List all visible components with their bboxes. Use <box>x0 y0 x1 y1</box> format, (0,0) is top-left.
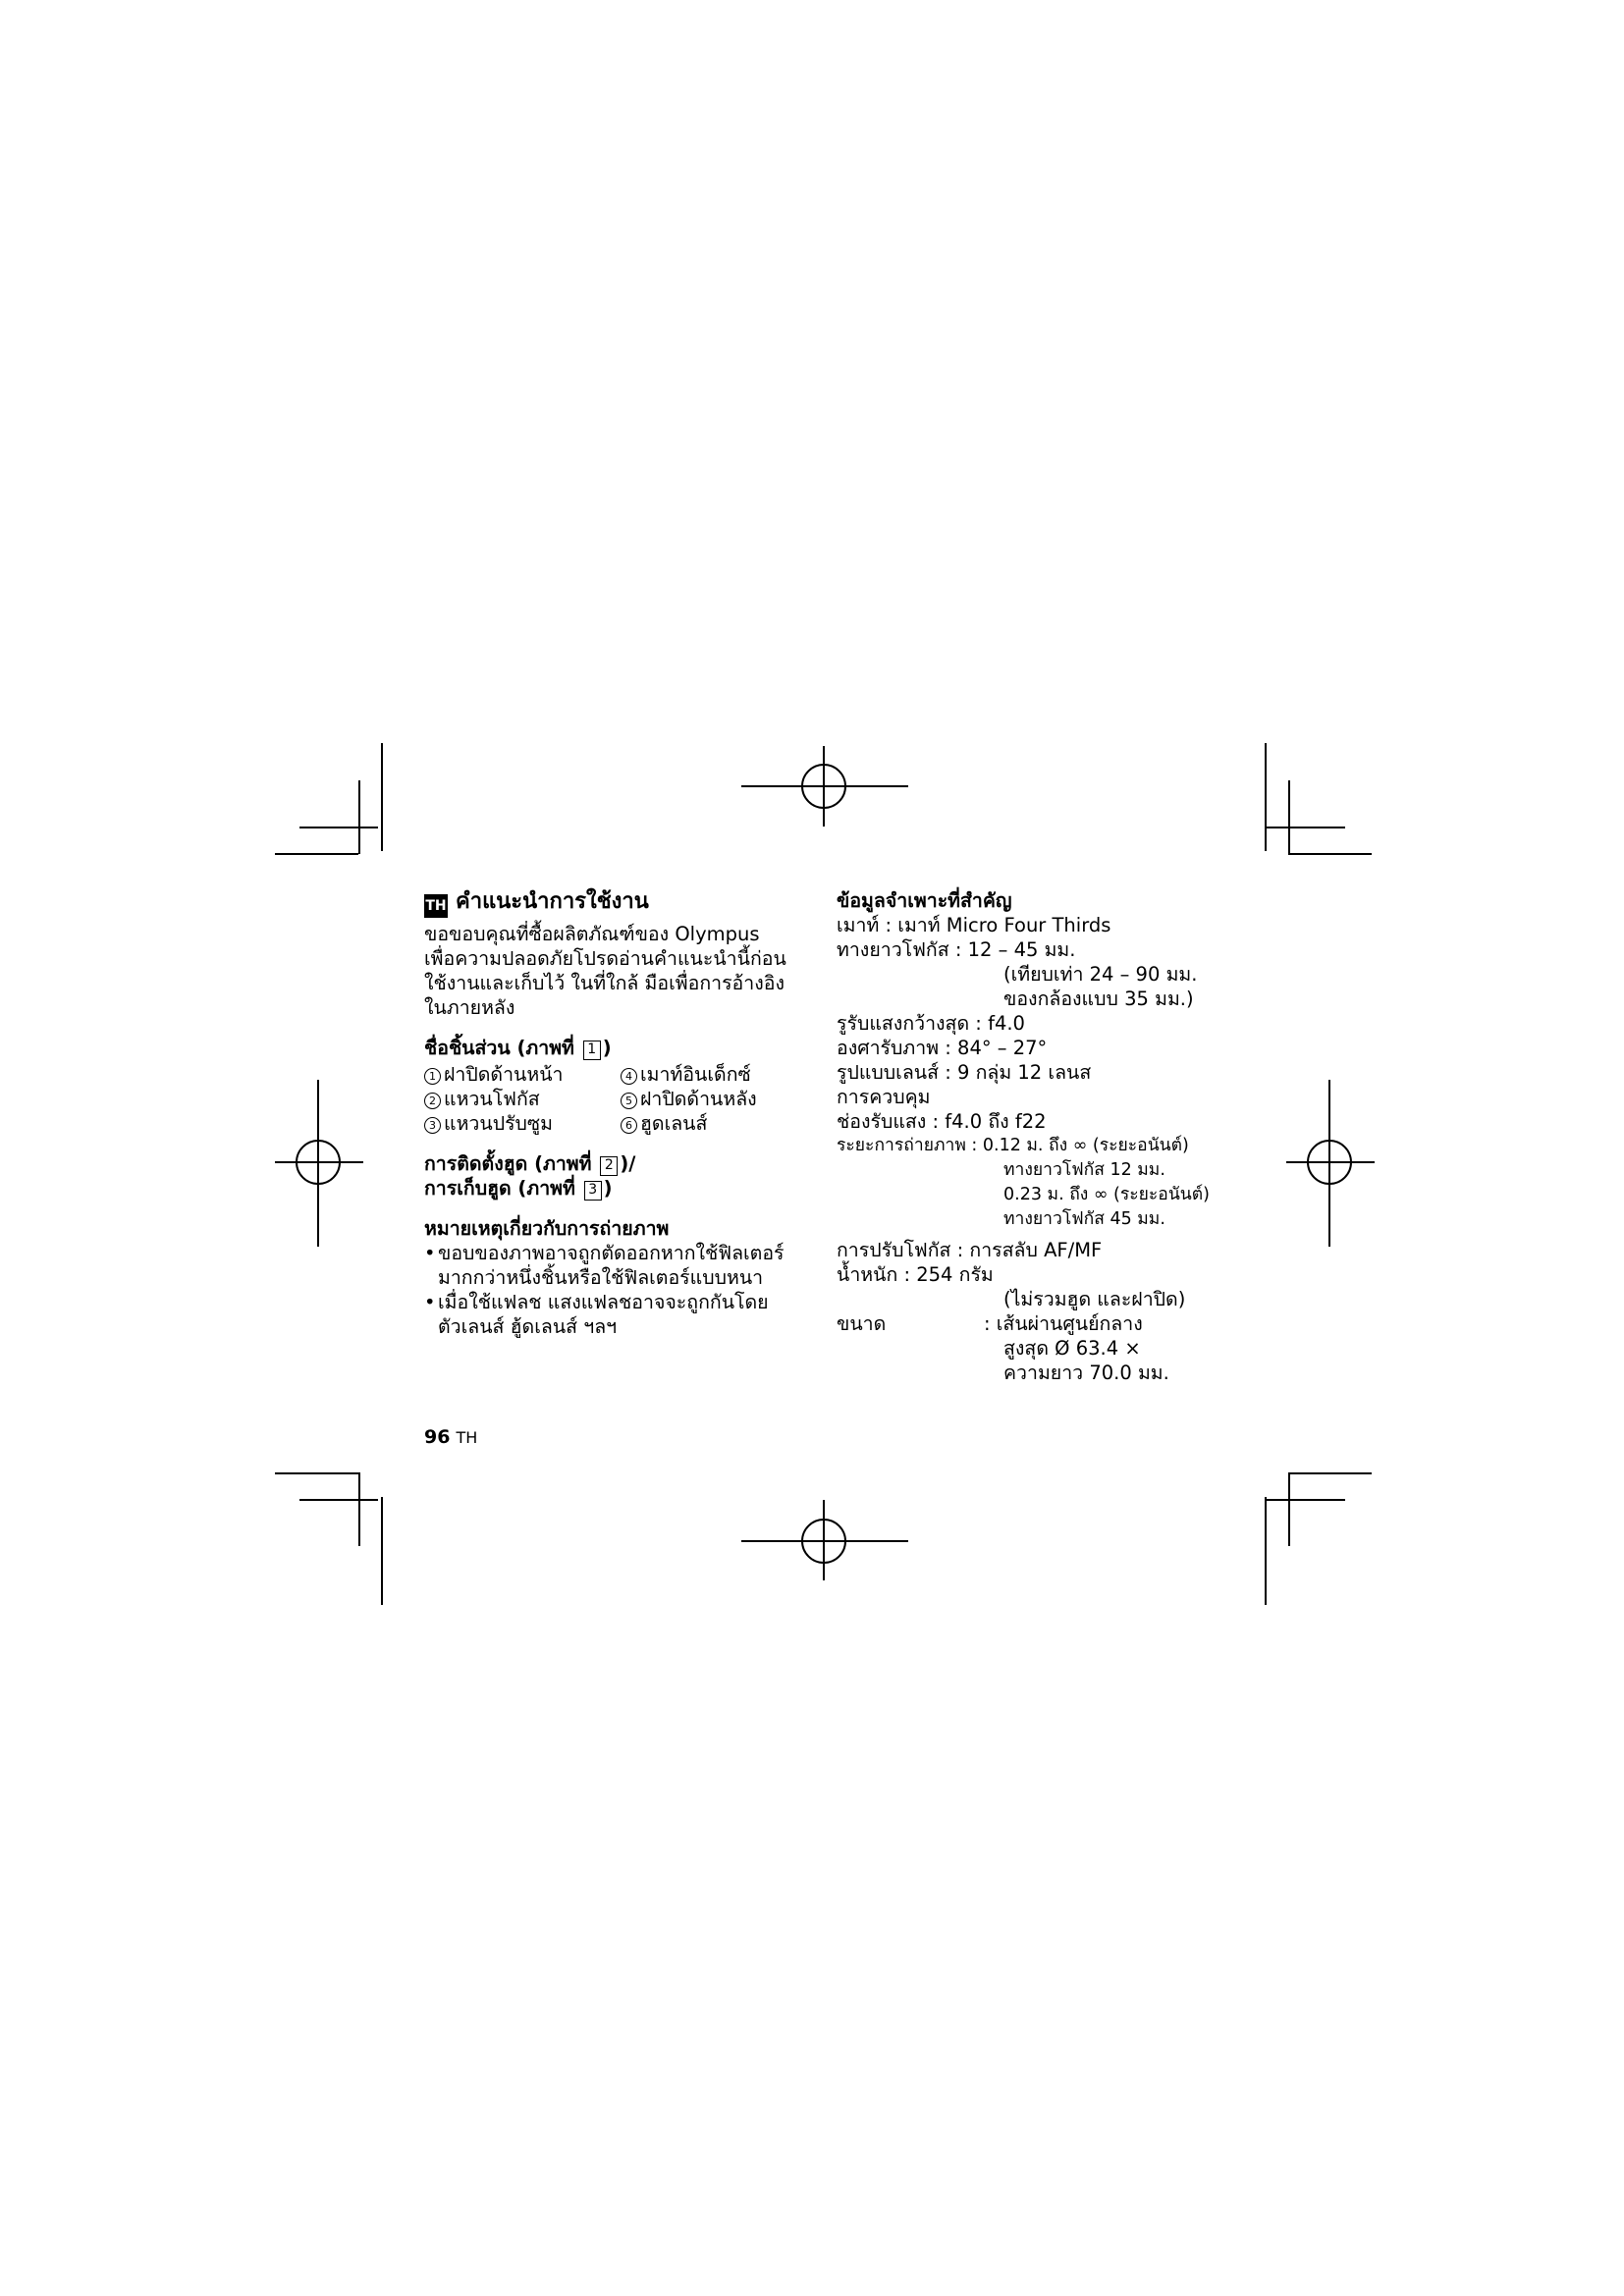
spec-size <box>837 1311 1229 1336</box>
spec-size-label: ขนาด <box>837 1312 887 1335</box>
spec-size-value-2: สูงสุด Ø 63.4 × <box>1003 1337 1141 1360</box>
note-line: เมื่อใช้แฟลช แสงแฟลชอาจจะถูกกันโดย <box>438 1291 769 1313</box>
list-item <box>621 1062 817 1087</box>
notes-list <box>424 1241 817 1339</box>
list-item <box>424 1087 621 1111</box>
right-column <box>837 888 1229 1385</box>
spec-shooting-range-note-2: ทางยาวโฟกัส 45 มม. <box>1003 1209 1165 1229</box>
spec-shooting-range: ระยะการถ่ายภาพ : 0.12 ม. ถึง ∞ (ระยะอนันต์) <box>837 1136 1189 1155</box>
intro-line: ขอขอบคุณที่ซื้อผลิตภัณฑ์ของ Olympus <box>424 923 760 945</box>
part-number: 2 <box>424 1093 441 1109</box>
spec-mount: เมาท์ : เมาท์ Micro Four Thirds <box>837 914 1111 936</box>
parts-heading-text: ชื่อชิ้นส่วน (ภาพที่ <box>424 1037 574 1059</box>
spec-size-value: : เส้นผ่านศูนย์กลาง <box>984 1312 1143 1335</box>
hood-heading <box>424 1151 817 1201</box>
spec-shooting-range-note: ทางยาวโฟกัส 12 มม. <box>1003 1160 1165 1180</box>
figure-ref: 3 <box>584 1181 602 1201</box>
list-item <box>621 1111 817 1136</box>
spec-control-label: การควบคุม <box>837 1086 931 1108</box>
page-title <box>424 888 817 918</box>
part-label: แหวนปรับซูม <box>444 1112 554 1135</box>
intro-line: ในภายหลัง <box>424 996 515 1019</box>
parts-list <box>424 1062 817 1136</box>
part-label: ฮูดเลนส์ <box>640 1112 708 1135</box>
spec-max-aperture: รูรับแสงกว้างสุด : f4.0 <box>837 1012 1025 1035</box>
bullet-icon: • <box>424 1242 436 1264</box>
page-number: 96 <box>424 1426 451 1448</box>
hood-attach-close: )/ <box>620 1152 636 1175</box>
left-column <box>424 888 817 1339</box>
bullet-icon: • <box>424 1291 436 1313</box>
page-title-text: คำแนะนำการใช้งาน <box>456 889 649 914</box>
note-line: ตัวเลนส์ ฮู้ดเลนส์ ฯลฯ <box>438 1315 618 1338</box>
hood-attach-text: การติดตั้งฮูด (ภาพที่ <box>424 1152 592 1175</box>
list-item <box>424 1241 817 1290</box>
list-item <box>424 1062 621 1087</box>
spec-focus-adjust: การปรับโฟกัส : การสลับ AF/MF <box>837 1239 1103 1261</box>
footer-language: TH <box>456 1428 478 1447</box>
page-footer <box>424 1426 477 1448</box>
figure-ref: 1 <box>583 1041 601 1060</box>
language-badge: TH <box>424 894 448 918</box>
intro-paragraph <box>424 922 817 1020</box>
part-label: แหวนโฟกัส <box>444 1088 540 1110</box>
hood-store-text: การเก็บฮูด (ภาพที่ <box>424 1177 575 1200</box>
part-label: ฝาปิดด้านหลัง <box>640 1088 757 1110</box>
intro-line: เพื่อความปลอดภัยโปรดอ่านคำแนะนำนี้ก่อน <box>424 947 786 970</box>
note-line: มากกว่าหนึ่งชิ้นหรือใช้ฟิลเตอร์แบบหนา <box>438 1266 764 1289</box>
spec-shooting-range-2: 0.23 ม. ถึง ∞ (ระยะอนันต์) <box>1003 1185 1210 1204</box>
list-item <box>424 1111 621 1136</box>
specs-heading: ข้อมูลจำเพาะที่สำคัญ <box>837 889 1012 912</box>
part-label: เมาท์อินเด็กซ์ <box>640 1063 751 1086</box>
spec-angle-of-view: องศารับภาพ : 84° – 27° <box>837 1037 1048 1059</box>
spec-aperture-range: ช่องรับแสง : f4.0 ถึง f22 <box>837 1110 1047 1133</box>
spec-focal-length: ทางยาวโฟกัส : 12 – 45 มม. <box>837 938 1076 961</box>
list-item <box>621 1087 817 1111</box>
spec-weight: น้ำหนัก : 254 กรัม <box>837 1263 994 1286</box>
part-number: 5 <box>621 1093 637 1109</box>
list-item <box>424 1290 817 1339</box>
part-number: 4 <box>621 1068 637 1085</box>
parts-heading-close: ) <box>602 1037 612 1059</box>
part-number: 1 <box>424 1068 441 1085</box>
spec-lens-config: รูปแบบเลนส์ : 9 กลุ่ม 12 เลนส <box>837 1061 1092 1084</box>
spec-size-value-3: ความยาว 70.0 มม. <box>1003 1362 1169 1384</box>
part-number: 6 <box>621 1117 637 1134</box>
note-line: ขอบของภาพอาจถูกตัดออกหากใช้ฟิลเตอร์ <box>438 1242 785 1264</box>
figure-ref: 2 <box>600 1156 618 1176</box>
spec-focal-equiv-2: ของกล้องแบบ 35 มม.) <box>1003 988 1194 1010</box>
part-number: 3 <box>424 1117 441 1134</box>
intro-line: ใช้งานและเก็บไว้ ในที่ใกล้ มือเพื่อการอ้างอิง <box>424 972 785 994</box>
notes-heading: หมายเหตุเกี่ยวกับการถ่ายภาพ <box>424 1217 670 1240</box>
spec-weight-note: (ไม่รวมฮูด และฝาปิด) <box>1003 1288 1186 1310</box>
parts-heading <box>424 1036 817 1060</box>
spec-focal-equiv: (เทียบเท่า 24 – 90 มม. <box>1003 963 1198 986</box>
part-label: ฝาปิดด้านหน้า <box>444 1063 564 1086</box>
hood-store-close: ) <box>603 1177 613 1200</box>
